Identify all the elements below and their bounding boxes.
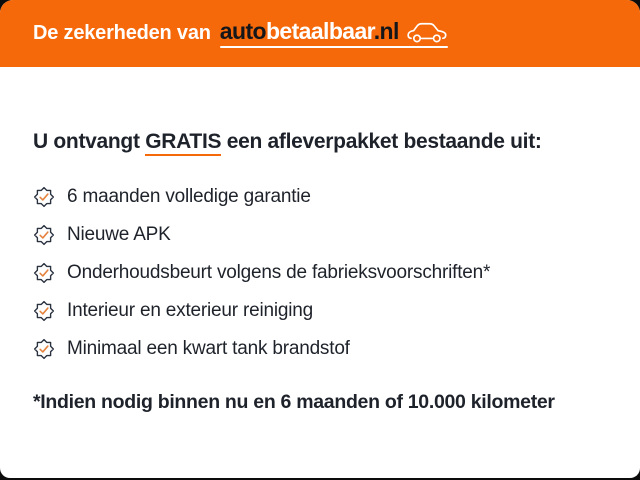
- page-title: U ontvangt GRATIS een afleverpakket bestaande uit:: [33, 129, 607, 155]
- list-item: [33, 337, 607, 361]
- header-banner: [0, 0, 640, 67]
- content-area: [0, 129, 640, 414]
- car-outline-icon: [406, 19, 448, 44]
- header-tagline: De zekerheden van: [33, 22, 211, 44]
- list-item: [33, 185, 607, 209]
- benefit-label: Interieur en exterieur reiniging: [67, 300, 314, 321]
- seal-check-icon: [33, 300, 55, 322]
- list-item: [33, 299, 607, 323]
- brand-logo: [220, 19, 448, 48]
- benefit-label: 6 maanden volledige garantie: [67, 186, 311, 207]
- seal-check-icon: [33, 262, 55, 284]
- gratis-highlight: GRATIS: [145, 130, 221, 156]
- list-item: [33, 223, 607, 247]
- benefit-label: Nieuwe APK: [67, 224, 171, 245]
- logo-text-nl: .nl: [373, 17, 399, 44]
- footnote: *Indien nodig binnen nu en 6 maanden of 10.000 kilometer: [33, 391, 555, 413]
- logo-underline: [220, 46, 448, 48]
- benefit-label: Minimaal een kwart tank brandstof: [67, 338, 350, 359]
- seal-check-icon: [33, 338, 55, 360]
- logo-text-betaalbaar: betaalbaar: [265, 17, 374, 44]
- seal-check-icon: [33, 224, 55, 246]
- seal-check-icon: [33, 186, 55, 208]
- list-item: [33, 261, 607, 285]
- benefit-label: Onderhoudsbeurt volgens de fabrieksvoorschriften*: [67, 262, 491, 283]
- logo-text-auto: auto: [219, 17, 266, 44]
- benefit-list: [33, 185, 607, 361]
